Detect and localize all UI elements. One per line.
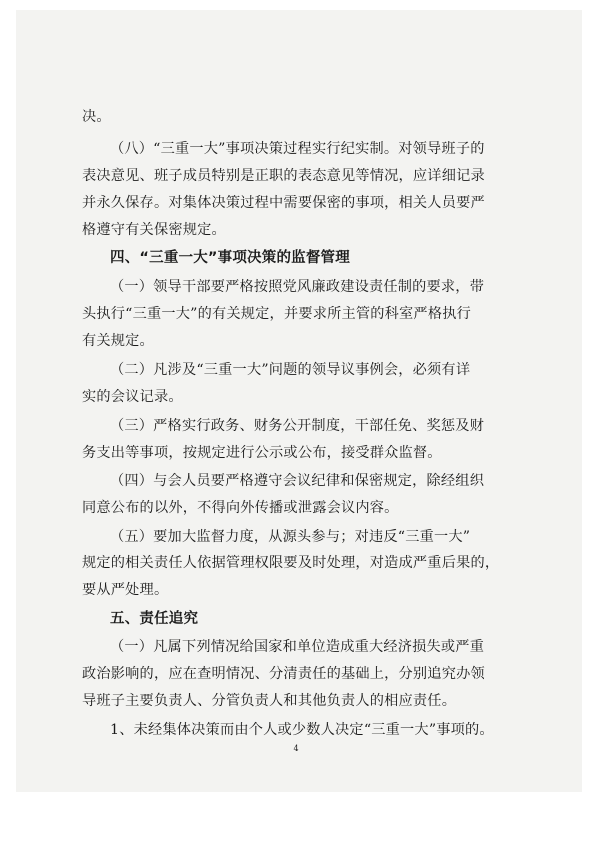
paragraph-4-start: （四）与会人员要严格遵守会议纪律和保密规定，除经组织 — [110, 473, 485, 489]
text-line: 表决意见、班子成员特别是正职的表态意见等情况，应详细记录 — [82, 168, 485, 184]
paragraph-8-start: （八）“三重一大”事项决策过程实行纪实制。对领导班子的 — [110, 141, 485, 157]
list-item-1: 1、未经集体决策而由个人或少数人决定“三重一大”事项的。 — [110, 722, 494, 738]
text-line: 政治影响的，应在查明情况、分清责任的基础上，分别追究办领 — [82, 666, 485, 682]
page-number: 4 — [293, 744, 299, 753]
text-line: 实的会议记录。 — [82, 389, 183, 405]
section-heading-4: 四、“三重一大”事项决策的监督管理 — [110, 250, 350, 266]
text-line: 格遵守有关保密规定。 — [82, 222, 226, 238]
text-line: 务支出等事项，按规定进行公示或公布，接受群众监督。 — [82, 445, 442, 461]
section-heading-5: 五、责任追究 — [110, 611, 199, 627]
text-line: 同意公布的以外，不得向外传播或泄露会议内容。 — [82, 500, 399, 516]
text-line: 决。 — [82, 109, 111, 125]
paragraph-2-start: （二）凡涉及“三重一大”问题的领导议事例会，必须有详 — [110, 362, 471, 378]
text-line: 有关规定。 — [82, 333, 154, 349]
text-line: 导班子主要负责人、分管负责人和其他负责人的相应责任。 — [82, 693, 457, 709]
paragraph-5-start: （五）要加大监督力度，从源头参与；对违反“三重一大” — [110, 529, 471, 545]
paragraph-3-start: （三）严格实行政务、财务公开制度，干部任免、奖惩及财 — [110, 418, 485, 434]
paragraph-1-start: （一）领导干部要严格按照党风廉政建设责任制的要求，带 — [110, 279, 485, 295]
text-line: 要从严处理。 — [82, 582, 169, 598]
paragraph-1-start: （一）凡属下列情况给国家和单位造成重大经济损失或严重 — [110, 639, 485, 655]
text-line: 并永久保存。对集体决策过程中需要保密的事项，相关人员要严 — [82, 195, 485, 211]
text-line: 规定的相关责任人依据管理权限要及时处理，对造成严重后果的， — [82, 555, 500, 571]
text-line: 头执行“三重一大”的有关规定，并要求所主管的科室严格执行 — [82, 306, 471, 322]
